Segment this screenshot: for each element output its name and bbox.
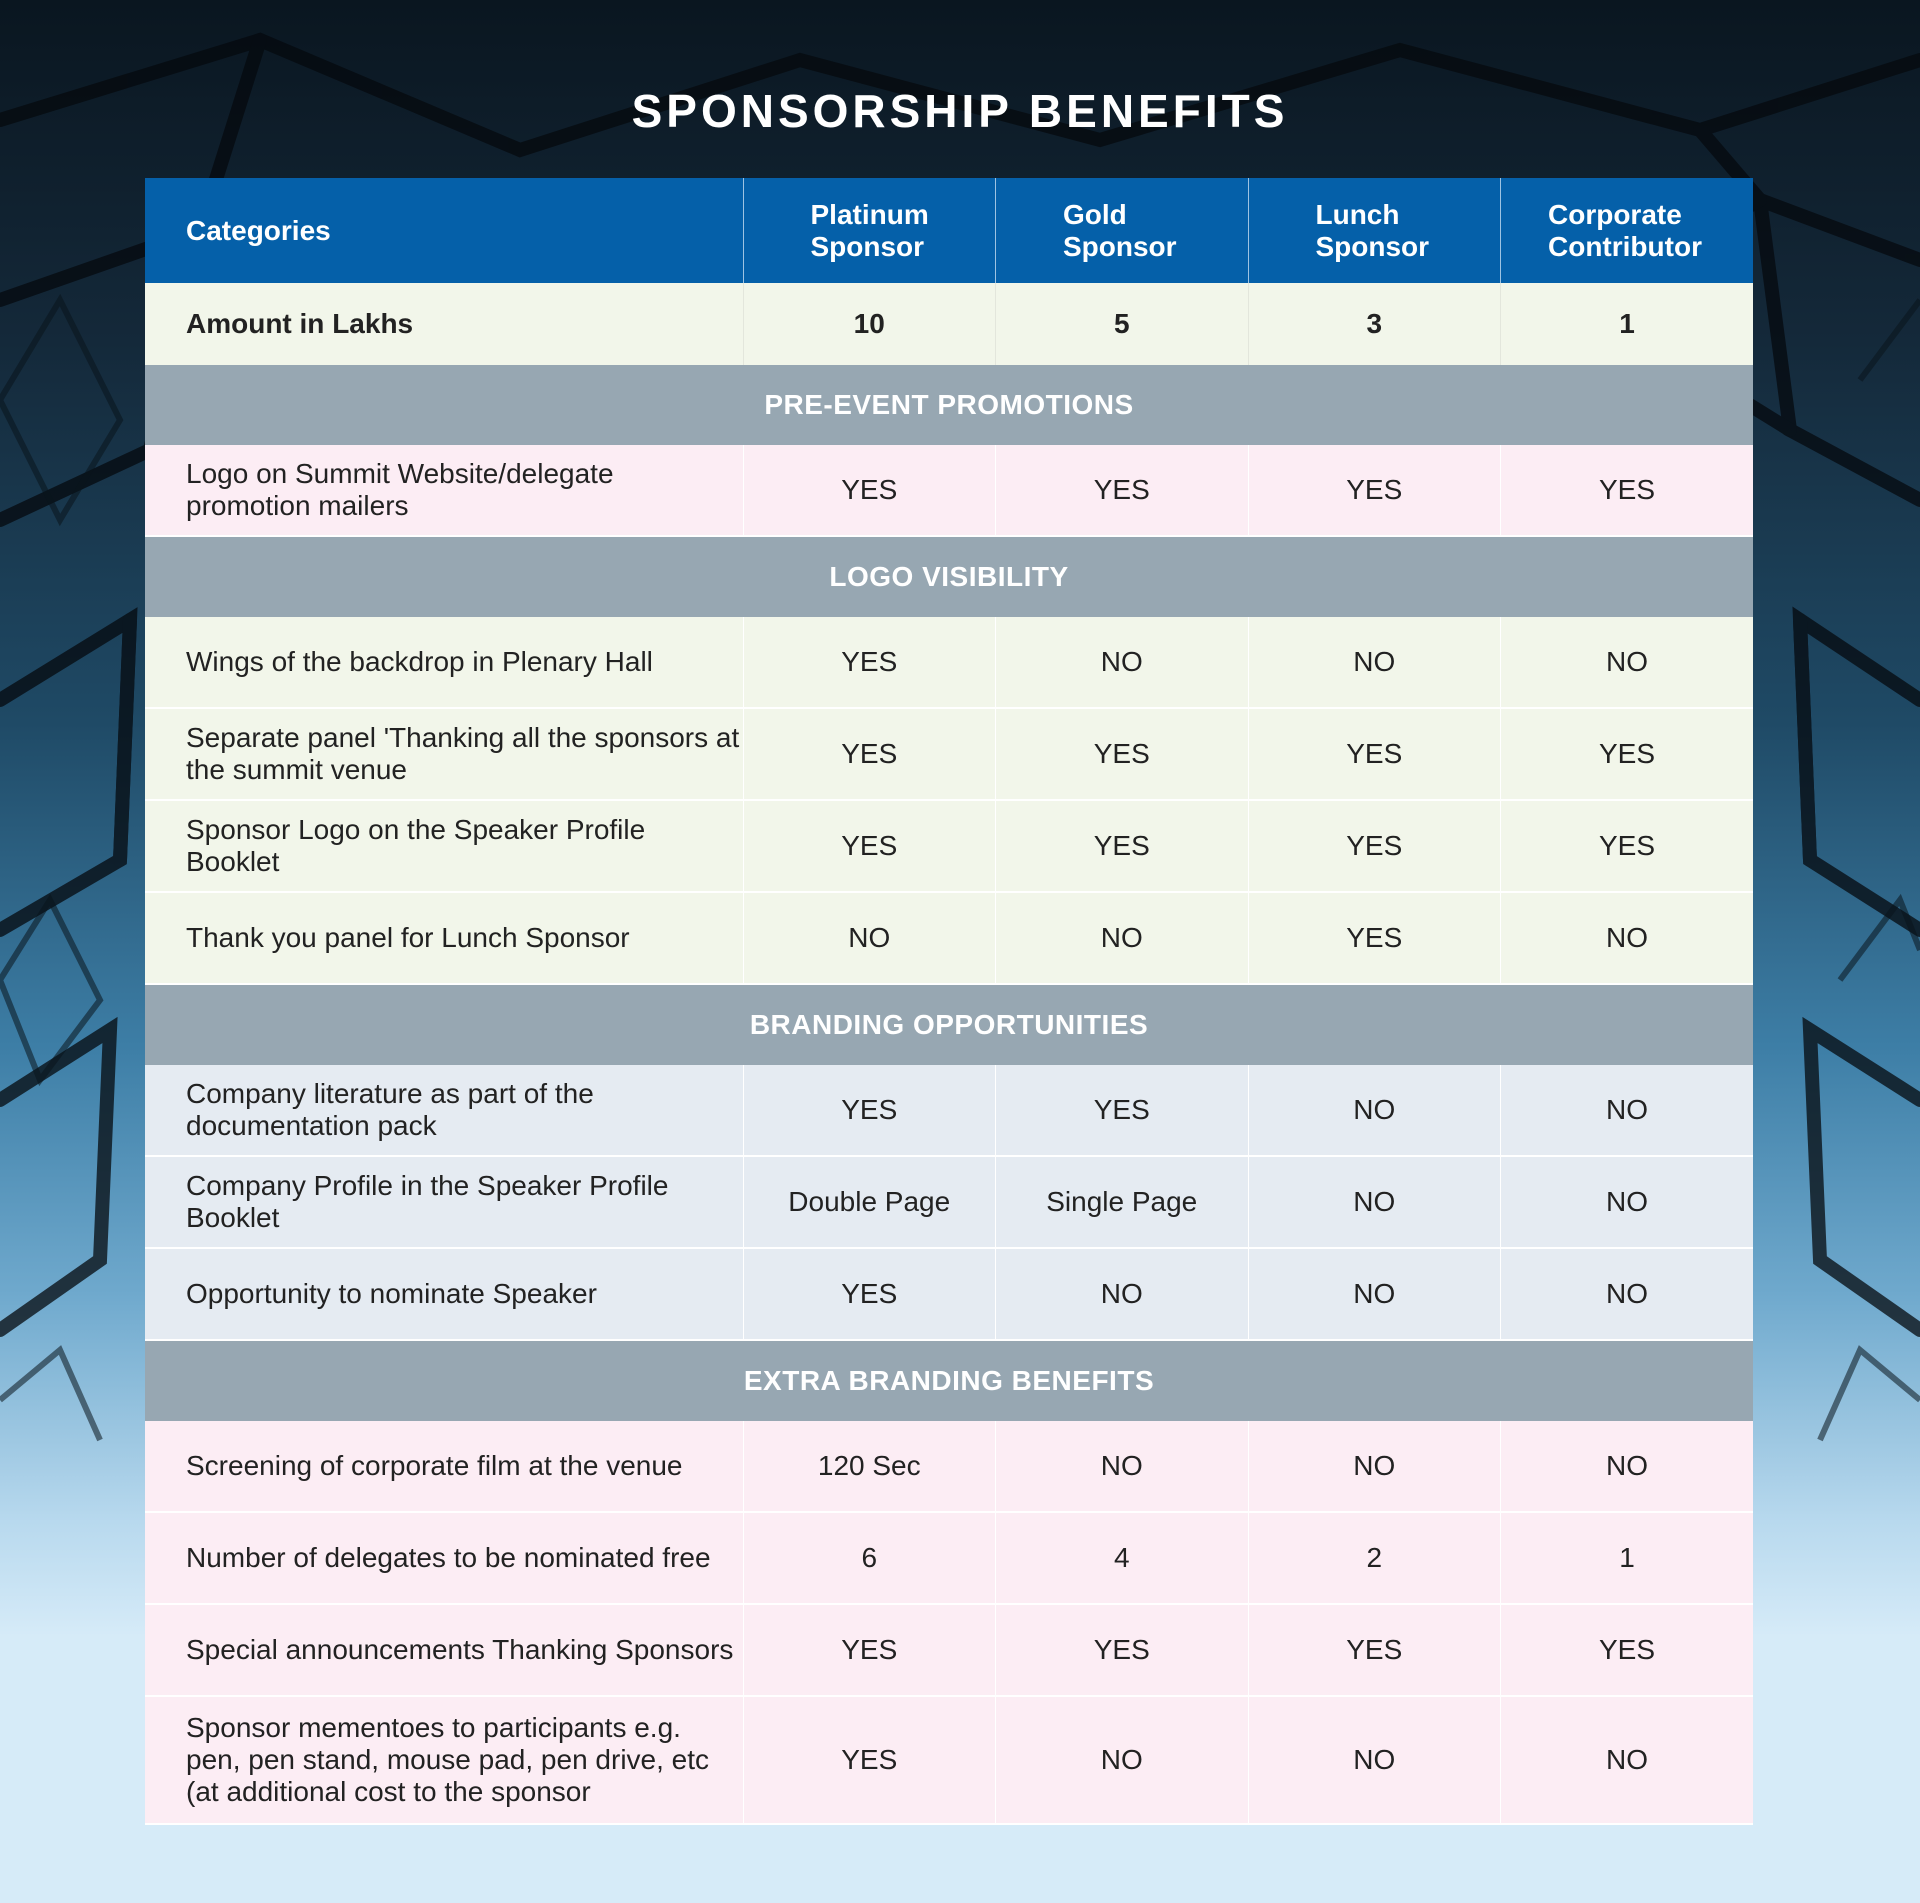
cell-lunch: NO: [1248, 1065, 1501, 1156]
cell-lunch: NO: [1248, 1156, 1501, 1248]
table-row: [145, 617, 1753, 708]
section-header: [145, 984, 1753, 1065]
amount-corporate: 1: [1501, 283, 1754, 365]
cell-corporate: NO: [1501, 1156, 1754, 1248]
cell-gold: NO: [996, 1248, 1249, 1340]
table-row: [145, 1604, 1753, 1696]
cell-corporate: YES: [1501, 445, 1754, 536]
column-header-categories: Categories: [145, 178, 743, 283]
section-header: [145, 536, 1753, 617]
amount-row: [145, 283, 1753, 365]
section-title: BRANDING OPPORTUNITIES: [145, 984, 1753, 1065]
section-title: EXTRA BRANDING BENEFITS: [145, 1340, 1753, 1421]
cell-corporate: NO: [1501, 892, 1754, 984]
cell-platinum: NO: [743, 892, 996, 984]
table-row: [145, 708, 1753, 800]
cell-corporate: 1: [1501, 1512, 1754, 1604]
row-label: Opportunity to nominate Speaker: [145, 1248, 743, 1340]
row-label: Screening of corporate film at the venue: [145, 1421, 743, 1512]
cell-gold: YES: [996, 800, 1249, 892]
table-row: [145, 1248, 1753, 1340]
cell-corporate: NO: [1501, 617, 1754, 708]
cell-platinum: YES: [743, 800, 996, 892]
cell-platinum: YES: [743, 708, 996, 800]
cell-corporate: YES: [1501, 708, 1754, 800]
column-header-platinum: Platinum Sponsor: [743, 178, 996, 283]
table-row: [145, 1156, 1753, 1248]
section-title: PRE-EVENT PROMOTIONS: [145, 365, 1753, 445]
cell-gold: NO: [996, 1421, 1249, 1512]
cell-gold: YES: [996, 1065, 1249, 1156]
table-row: [145, 1421, 1753, 1512]
cell-platinum: YES: [743, 1248, 996, 1340]
row-label: Special announcements Thanking Sponsors: [145, 1604, 743, 1696]
row-label: Sponsor Logo on the Speaker Profile Booklet: [145, 800, 743, 892]
cell-corporate: NO: [1501, 1696, 1754, 1824]
cell-gold: NO: [996, 892, 1249, 984]
amount-lunch: 3: [1248, 283, 1501, 365]
amount-platinum: 10: [743, 283, 996, 365]
cell-gold: YES: [996, 1604, 1249, 1696]
cell-lunch: NO: [1248, 1696, 1501, 1824]
row-label: Number of delegates to be nominated free: [145, 1512, 743, 1604]
cell-gold: NO: [996, 1696, 1249, 1824]
cell-corporate: YES: [1501, 800, 1754, 892]
cell-lunch: NO: [1248, 617, 1501, 708]
column-header-lunch: Lunch Sponsor: [1248, 178, 1501, 283]
cell-platinum: Double Page: [743, 1156, 996, 1248]
cell-corporate: YES: [1501, 1604, 1754, 1696]
row-label: Thank you panel for Lunch Sponsor: [145, 892, 743, 984]
cell-gold: YES: [996, 445, 1249, 536]
section-title: LOGO VISIBILITY: [145, 536, 1753, 617]
table-row: [145, 1696, 1753, 1824]
table-row: [145, 445, 1753, 536]
row-label: Logo on Summit Website/delegate promotion mailers: [145, 445, 743, 536]
table-row: [145, 800, 1753, 892]
cell-gold: YES: [996, 708, 1249, 800]
cell-corporate: NO: [1501, 1421, 1754, 1512]
table-row: [145, 892, 1753, 984]
cell-lunch: 2: [1248, 1512, 1501, 1604]
cell-lunch: YES: [1248, 800, 1501, 892]
row-label: Sponsor mementoes to participants e.g. pen, pen stand, mouse pad, pen drive, etc (at additional cost to the sponsor: [145, 1696, 743, 1824]
cell-lunch: NO: [1248, 1248, 1501, 1340]
cell-lunch: YES: [1248, 1604, 1501, 1696]
cell-platinum: YES: [743, 1604, 996, 1696]
cell-gold: 4: [996, 1512, 1249, 1604]
cell-corporate: NO: [1501, 1065, 1754, 1156]
cell-lunch: YES: [1248, 708, 1501, 800]
amount-gold: 5: [996, 283, 1249, 365]
column-header-gold: Gold Sponsor: [996, 178, 1249, 283]
cell-gold: Single Page: [996, 1156, 1249, 1248]
cell-platinum: 120 Sec: [743, 1421, 996, 1512]
row-label: Separate panel 'Thanking all the sponsors at the summit venue: [145, 708, 743, 800]
page-title: SPONSORSHIP BENEFITS: [631, 85, 1289, 137]
row-label: Company Profile in the Speaker Profile Booklet: [145, 1156, 743, 1248]
section-header: [145, 365, 1753, 445]
cell-lunch: YES: [1248, 445, 1501, 536]
sponsorship-table: [145, 178, 1753, 1825]
cell-platinum: YES: [743, 445, 996, 536]
cell-gold: NO: [996, 617, 1249, 708]
cell-platinum: YES: [743, 617, 996, 708]
cell-lunch: YES: [1248, 892, 1501, 984]
section-header: [145, 1340, 1753, 1421]
table-row: [145, 1512, 1753, 1604]
row-label: Wings of the backdrop in Plenary Hall: [145, 617, 743, 708]
column-header-corporate: Corporate Contributor: [1501, 178, 1754, 283]
cell-platinum: YES: [743, 1065, 996, 1156]
cell-platinum: YES: [743, 1696, 996, 1824]
cell-corporate: NO: [1501, 1248, 1754, 1340]
header-row: [145, 178, 1753, 283]
table-row: [145, 1065, 1753, 1156]
row-label: Company literature as part of the documentation pack: [145, 1065, 743, 1156]
cell-platinum: 6: [743, 1512, 996, 1604]
amount-label: Amount in Lakhs: [145, 283, 743, 365]
cell-lunch: NO: [1248, 1421, 1501, 1512]
